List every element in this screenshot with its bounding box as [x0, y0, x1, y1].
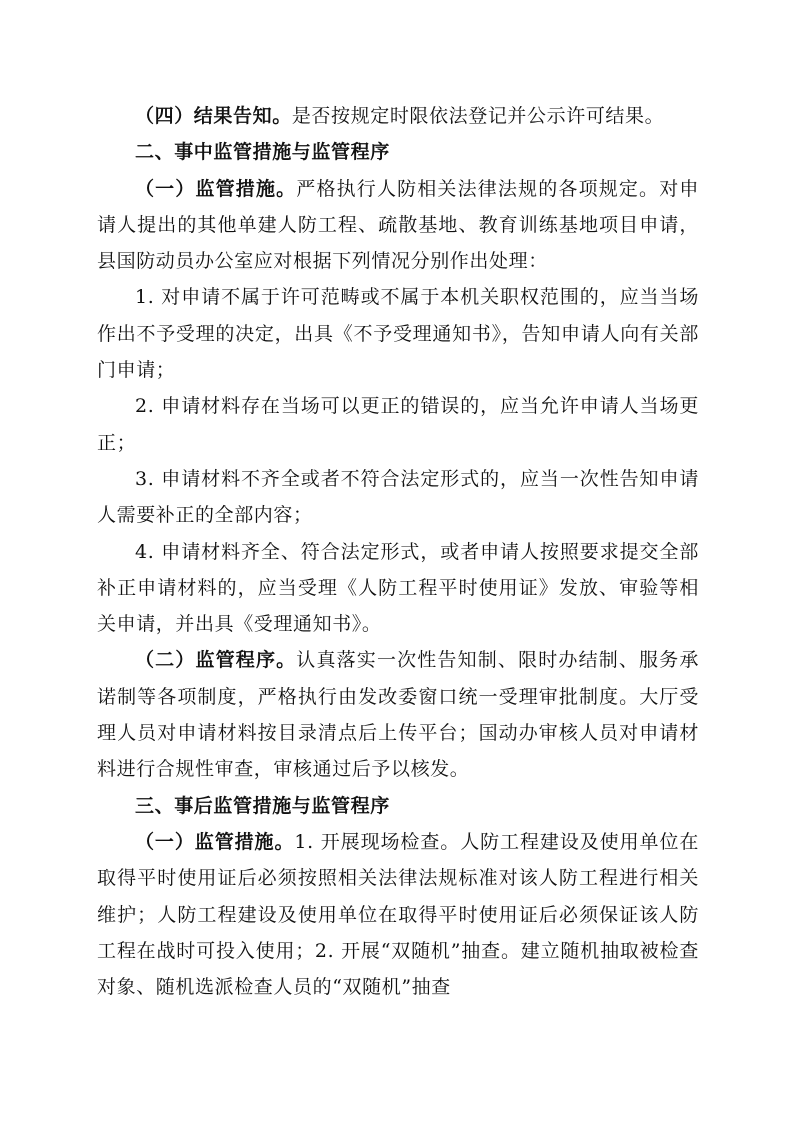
- list-item-2: 2. 申请材料存在当场可以更正的错误的，应当允许申请人当场更正；: [97, 395, 699, 454]
- paragraph-lead: （二）监管程序。: [135, 649, 297, 672]
- section-heading-in-process: 二、事中监管措施与监管程序: [135, 141, 390, 164]
- list-item-4: 4. 申请材料齐全、符合法定形式，或者申请人按照要求提交全部补正申请材料的，应当受理《人防工程平时使用证》发放、审验等相关申请，并出具《受理通知书》。: [97, 540, 699, 636]
- list-item-3: 3. 申请材料不齐全或者不符合法定形式的，应当一次性告知申请人需要补正的全部内容；: [97, 467, 699, 527]
- paragraph-text: 认真落实一次性告知制、限时办结制、服务承诺制等各项制度，严格执行由发改委窗口统一受理审批制度。大厅受理人员对申请材料按目录清点后上传平台；国动办审核人员对申请材料进行合规性审查，审核通过后予以核发。: [97, 649, 699, 781]
- paragraph-lead: （一）监管措施。: [135, 177, 297, 200]
- document-body: [97, 98, 699, 1005]
- paragraph-text: 1. 开展现场检查。人防工程建设及使用单位在取得平时使用证后必须按照相关法律法规标准对该人防工程进行相关维护；人防工程建设及使用单位在取得平时使用证后必须保证该人防工程在战时可投入使用；2. 开展“双随机”抽查。建立随机抽取被检查对象、随机选派检查人员的“双随机”抽查: [97, 830, 699, 999]
- paragraph-in-process-measures: [97, 171, 699, 280]
- paragraph-result-notice: [97, 98, 699, 134]
- paragraph-text: 严格执行人防相关法律法规的各项规定。对申请人提出的其他单建人防工程、疏散基地、教育训练基地项目申请，县国防动员办公室应对根据下列情况分别作出处理：: [97, 177, 699, 273]
- paragraph-post-process-measures: [97, 824, 699, 1005]
- paragraph-text: 是否按规定时限依法登记并公示许可结果。: [291, 105, 665, 127]
- paragraph-in-process-procedure: [97, 642, 699, 787]
- list-item-1: 1. 对申请不属于许可范畴或不属于本机关职权范围的，应当当场作出不予受理的决定，出具《不予受理通知书》，告知申请人向有关部门申请；: [97, 286, 699, 382]
- paragraph-lead: （一）监管措施。: [135, 830, 295, 853]
- section-heading-post-process: 三、事后监管措施与监管程序: [135, 794, 390, 817]
- paragraph-lead: （四）结果告知。: [135, 105, 292, 127]
